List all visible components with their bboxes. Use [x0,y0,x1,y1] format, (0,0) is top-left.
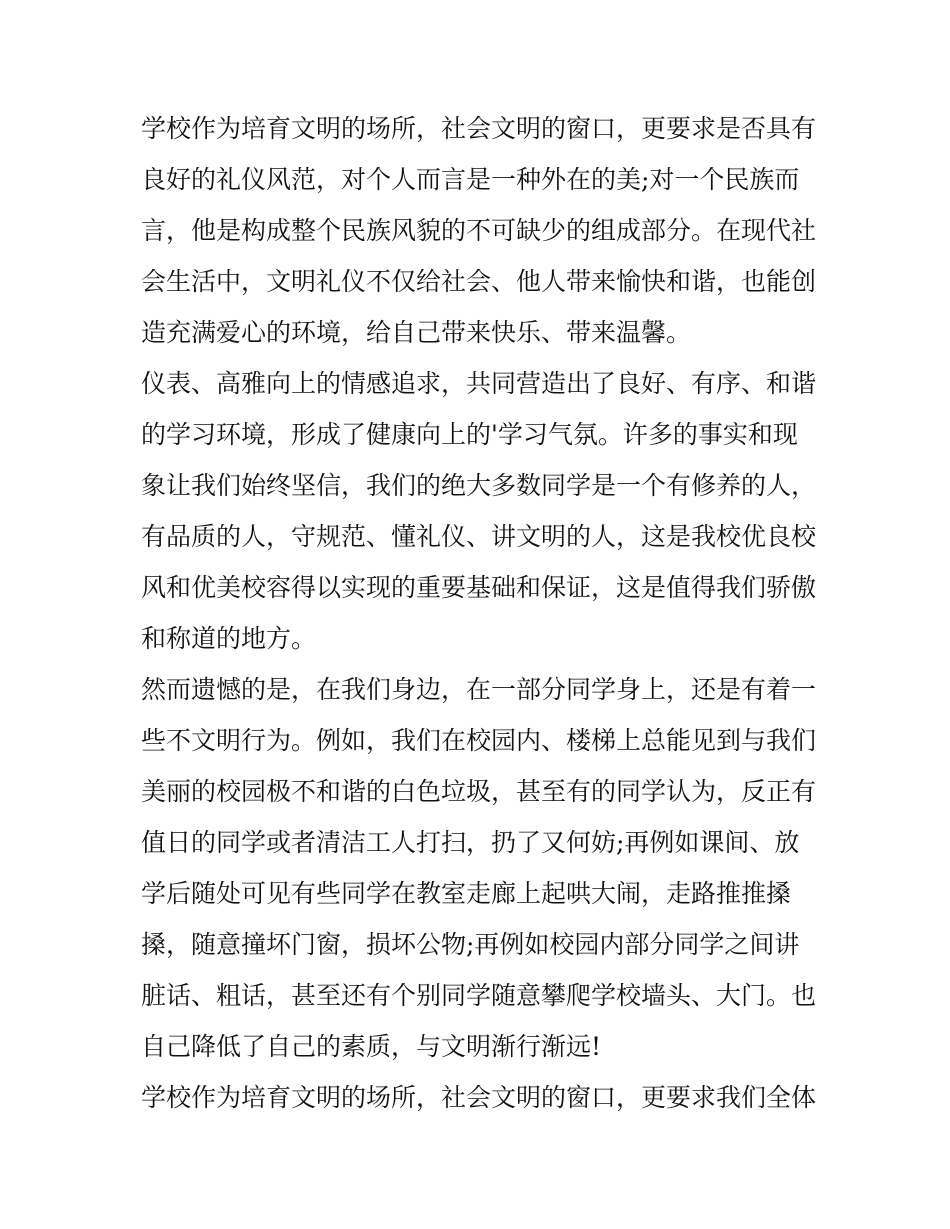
text-line: 会生活中，文明礼仪不仅给社会、他人带来愉快和谐，也能创 [141,267,817,296]
text-line: 的学习环境，形成了健康向上的'学习气氛。许多的事实和现 [141,420,798,449]
text-line: 和称道的地方。 [141,624,317,653]
text-line: 风和优美校容得以实现的重要基础和保证，这是值得我们骄傲 [141,573,817,602]
text-line: 自己降低了自己的素质，与文明渐行渐远! [141,1032,602,1061]
text-line: 然而遗憾的是，在我们身边，在一部分同学身上，还是有着一 [141,675,817,704]
document-body [141,103,821,1123]
text-line: 仪表、高雅向上的情感追求，共同营造出了良好、有序、和谐 [141,369,817,398]
paragraph-4 [141,1072,821,1123]
text-line: 值日的同学或者清洁工人打扫，扔了又何妨;再例如课间、放 [141,828,800,857]
text-line: 言，他是构成整个民族风貌的不可缺少的组成部分。在现代社 [141,216,817,245]
text-line: 良好的礼仪风范，对个人而言是一种外在的美;对一个民族而 [141,165,800,194]
paragraph-1 [141,103,821,358]
text-line: 学校作为培育文明的场所，社会文明的窗口，更要求我们全体 [141,1083,817,1112]
text-line: 学后随处可见有些同学在教室走廊上起哄大闹，走路推推搡 [141,879,792,908]
text-line: 搡，随意撞坏门窗，损坏公物;再例如校园内部分同学之间讲 [141,930,800,959]
text-line: 学校作为培育文明的场所，社会文明的窗口，更要求是否具有 [141,114,817,143]
text-line: 造充满爱心的环境，给自己带来快乐、带来温馨。 [141,318,692,347]
paragraph-2 [141,358,821,664]
text-line: 些不文明行为。例如，我们在校园内、楼梯上总能见到与我们 [141,726,817,755]
text-line: 有品质的人，守规范、懂礼仪、讲文明的人，这是我校优良校 [141,522,817,551]
text-line: 象让我们始终坚信，我们的绝大多数同学是一个有修养的人， [141,471,817,500]
text-line: 脏话、粗话，甚至还有个别同学随意攀爬学校墙头、大门。也 [141,981,817,1010]
paragraph-3 [141,664,821,1072]
text-line: 美丽的校园极不和谐的白色垃圾，甚至有的同学认为，反正有 [141,777,817,806]
